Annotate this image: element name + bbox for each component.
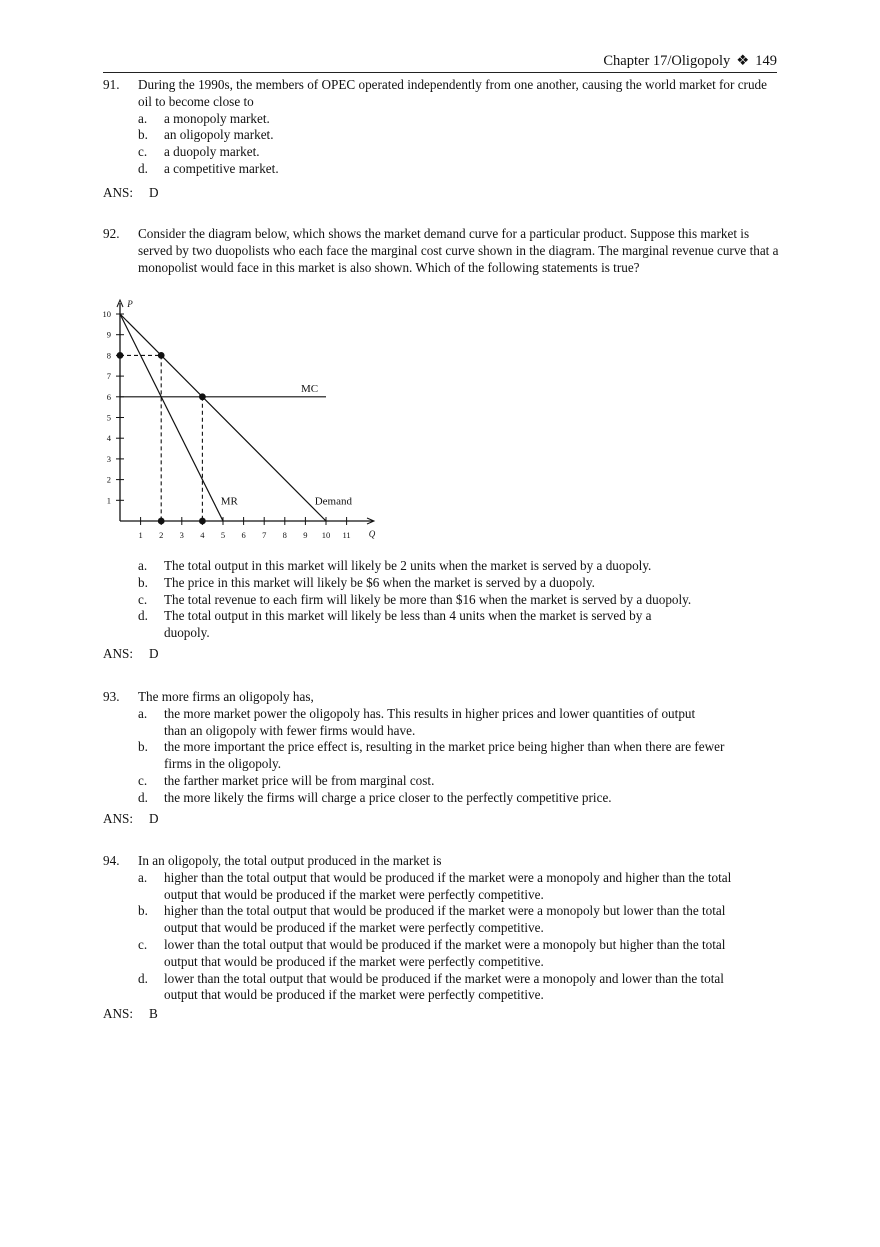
option-b: b. the more important the price effect is, resulting in the market price being higher than when there are fewer firms in the oligopoly.: [138, 739, 725, 772]
mr-label: MR: [220, 495, 238, 508]
y-tick-label: 5: [106, 412, 111, 423]
marked-point: [199, 518, 206, 525]
page-header: [103, 52, 777, 73]
marked-point: [117, 352, 124, 359]
answer-92: ANS: D: [103, 646, 159, 661]
answer-value: D: [149, 185, 159, 200]
x-tick-label: 6: [241, 530, 246, 540]
mc-label: MC: [300, 382, 319, 395]
question-number: 91.: [103, 77, 120, 92]
option-d: d. The total output in this market will likely be less than 4 units when the market is served by a duopoly.: [138, 608, 652, 641]
page-number: 149: [755, 53, 777, 69]
question-92: [103, 226, 783, 276]
option-a: a. higher than the total output that would be produced if the market were a monopoly and higher than the total output that would be produced if the market were perfectly competitive.: [138, 869, 732, 902]
option-list: [138, 870, 743, 1004]
question-91: [103, 77, 783, 178]
answer-value: B: [149, 1006, 158, 1021]
x-tick-label: 11: [342, 530, 351, 540]
x-tick-label: 7: [262, 530, 267, 540]
y-tick-label: 8: [106, 350, 111, 361]
option-c: c. the farther market price will be from marginal cost.: [138, 772, 435, 788]
mr-curve: [120, 314, 223, 521]
option-d: d. lower than the total output that would be produced if the market were a monopoly and lower than the total output that would be produced if the market were perfectly competitive.: [138, 970, 724, 1003]
x-tick-label: 8: [282, 530, 287, 540]
option-b: b. The price in this market will likely be $6 when the market is served by a duopoly.: [138, 574, 595, 590]
y-tick-label: 4: [106, 433, 111, 444]
demand-curve: [120, 314, 326, 521]
answer-value: D: [149, 811, 159, 826]
y-tick-label: 3: [106, 453, 111, 464]
question-text: During the 1990s, the members of OPEC operated independently from one another, causing the world market for crude oil to become close to: [138, 77, 767, 109]
x-tick-label: 2: [159, 530, 164, 540]
y-axis-label: P: [127, 299, 133, 309]
option-list: [138, 111, 783, 178]
option-a: a. The total output in this market will likely be 2 units when the market is served by a duopoly.: [138, 558, 652, 573]
option-a: a. a monopoly market.: [138, 110, 270, 126]
question-number: 93.: [103, 689, 120, 704]
x-tick-label: 5: [220, 530, 226, 540]
y-tick-label: 2: [106, 474, 111, 485]
x-tick-label: 1: [138, 530, 143, 540]
answer-value: D: [149, 646, 159, 661]
y-tick-label: 6: [106, 391, 111, 402]
answer-91: ANS: D: [103, 185, 159, 200]
y-tick-label: 7: [106, 371, 111, 382]
x-axis-label: Q: [368, 529, 376, 539]
x-tick-label: 10: [321, 530, 331, 540]
option-a: a. the more market power the oligopoly has. This results in higher prices and lower quantities of output than an oligopoly with fewer firms would have.: [138, 705, 696, 738]
question-text: Consider the diagram below, which shows the market demand curve for a particular product. Suppose this market is served by two duopolists who each face the marginal cost curve shown in the diagram. The marginal revenue curve that a monopolist would face in this market is also shown. Which of the following statements is true?: [138, 226, 779, 275]
x-tick-label: 3: [179, 530, 184, 540]
demand-label: Demand: [314, 495, 352, 508]
demand-mr-mc-chart: [95, 295, 390, 545]
option-c: c. a duopoly market.: [138, 144, 260, 160]
chapter-title: Chapter 17/Oligopoly: [603, 53, 731, 69]
y-tick-label: 10: [102, 309, 111, 319]
marked-point: [158, 518, 165, 525]
x-tick-label: 4: [200, 530, 205, 540]
question-text: In an oligopoly, the total output produced in the market is: [138, 853, 442, 868]
diamond-separator-icon: ❖: [736, 53, 750, 69]
question-92-options: [103, 558, 783, 642]
option-b: b. an oligopoly market.: [138, 127, 274, 143]
question-number: 92.: [103, 226, 120, 241]
option-d: d. the more likely the firms will charge a price closer to the perfectly competitive price.: [138, 789, 612, 805]
question-94: [103, 853, 743, 1004]
answer-93: ANS: D: [103, 811, 159, 826]
marked-point: [158, 352, 165, 359]
option-d: d. a competitive market.: [138, 160, 279, 176]
option-list: [138, 558, 783, 642]
option-c: c. The total revenue to each firm will likely be more than $16 when the market is served by a duopoly.: [138, 591, 692, 607]
marked-point: [199, 393, 206, 400]
option-b: b. higher than the total output that would be produced if the market were a monopoly but lower than the total output that would be produced if the market were perfectly competitive.: [138, 903, 726, 936]
question-number: 94.: [103, 853, 120, 868]
question-93: [103, 689, 743, 807]
option-list: [138, 706, 743, 807]
answer-94: ANS: B: [103, 1006, 158, 1021]
option-c: c. lower than the total output that would be produced if the market were a monopoly but higher than the total output that would be produced if the market were perfectly competitive.: [138, 936, 726, 969]
question-text: The more firms an oligopoly has,: [138, 689, 314, 704]
y-tick-label: 9: [106, 329, 111, 340]
y-tick-label: 1: [106, 495, 111, 506]
x-tick-label: 9: [303, 530, 308, 540]
